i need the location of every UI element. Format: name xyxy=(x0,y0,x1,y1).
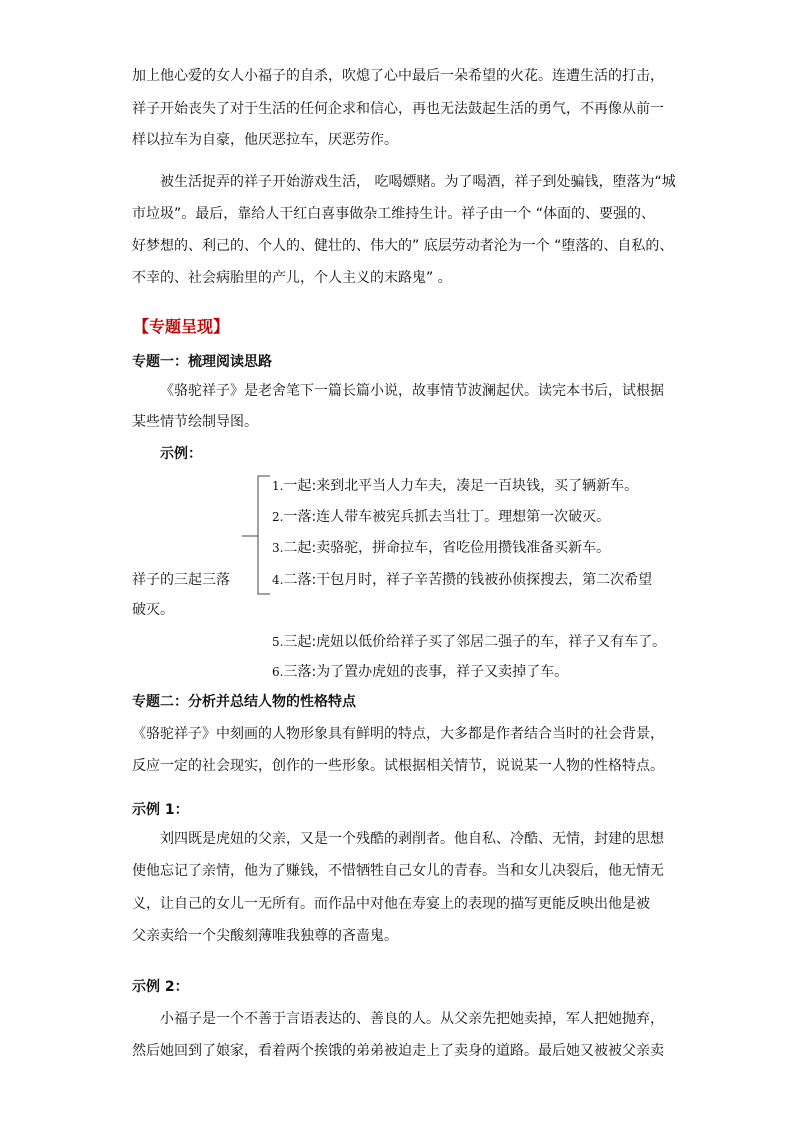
branch-4-text: 二落:干包月时，祥子辛苦攒的钱被孙侦探搜去，第二次希望 xyxy=(283,572,653,588)
intro-p2-line-4: 不幸的、社会病胎里的产儿，个人主义的末路鬼” 。 xyxy=(132,270,452,286)
topic2-body-line-1: 《骆驼祥子》中刻画的人物形象具有鲜明的特点，大多都是作者结合当时的社会背景， xyxy=(132,726,664,742)
topic2-title: 专题二：分析并总结人物的性格特点 xyxy=(132,694,356,710)
branch-1-text: 一起:来到北平当人力车夫，凑足一百块钱，买了辆新车。 xyxy=(283,478,639,494)
branch-2 xyxy=(272,507,610,527)
example1-line-3: 义，让自己的女儿一无所有。而作品中对他在寿宴上的表现的描写更能反映出他是被 xyxy=(132,896,650,912)
branch-6 xyxy=(272,662,568,682)
topic2-body-line-2: 反应一定的社会现实，创作的一些形象。试根据相关情节，说说某一人物的性格特点。 xyxy=(132,758,664,774)
example1-label: 示例 1： xyxy=(132,802,189,818)
intro-p1-line-1: 加上他心爱的女人小福子的自杀，吹熄了心中最后一朵希望的火花。连遭生活的打击， xyxy=(132,68,664,84)
branch-5-text: 三起:虎妞以低价给祥子买了邻居二强子的车，祥子又有车了。 xyxy=(283,634,667,650)
branch-3-num: 3. xyxy=(272,541,284,555)
topic1-title: 专题一：梳理阅读思路 xyxy=(132,354,272,370)
diagram-root-label: 祥子的三起三落 xyxy=(132,572,230,588)
branch-2-num: 2. xyxy=(272,510,284,524)
intro-p1-line-3: 样以拉车为自豪，他厌恶拉车，厌恶劳作。 xyxy=(132,132,398,148)
branch-6-text: 三落:为了置办虎妞的丧事，祥子又卖掉了车。 xyxy=(283,664,569,680)
example1-line-1: 刘四既是虎妞的父亲，又是一个残酷的剥削者。他自私、冷酷、无情，封建的思想 xyxy=(160,831,664,847)
intro-p2-line-1: 被生活捉弄的祥子开始游戏生活， 吃喝嫖赌。为了喝酒，祥子到处骗钱，堕落为“城 xyxy=(160,174,676,190)
intro-p2-line-3: 好梦想的、利己的、个人的、健壮的、伟大的” 底层劳动者沦为一个 “堕落的、自私的、 xyxy=(132,238,674,254)
branch-4 xyxy=(272,570,652,590)
topic1-body-line-2: 某些情节绘制导图。 xyxy=(132,414,258,430)
section-heading: 【专题呈现】 xyxy=(133,317,230,336)
intro-p1-line-2: 祥子开始丧失了对于生活的任何企求和信心，再也无法鼓起生活的勇气，不再像从前一 xyxy=(132,101,664,117)
branch-6-num: 6. xyxy=(272,665,284,679)
example2-label: 示例 2： xyxy=(132,979,189,995)
mind-map-brace xyxy=(236,474,272,598)
branch-2-text: 一落:连人带车被宪兵抓去当壮丁。理想第一次破灭。 xyxy=(283,509,611,525)
branch-1-num: 1. xyxy=(272,479,284,493)
example2-line-2: 然后她回到了娘家，看着两个挨饿的弟弟被迫走上了卖身的道路。最后她又被被父亲卖 xyxy=(132,1043,664,1059)
example2-line-1: 小福子是一个不善于言语表达的、善良的人。从父亲先把她卖掉，军人把她抛弃， xyxy=(160,1011,664,1027)
topic1-example-label: 示例： xyxy=(160,446,202,462)
branch-4-num: 4. xyxy=(272,573,284,587)
example1-line-4: 父亲卖给一个尖酸刻薄唯我独尊的吝啬鬼。 xyxy=(132,928,398,944)
branch-5 xyxy=(272,632,666,652)
branch-3 xyxy=(272,538,610,558)
topic1-body-line-1: 《骆驼祥子》是老舍笔下一篇长篇小说，故事情节波澜起伏。读完本书后，试根据 xyxy=(160,383,664,399)
intro-p2-line-2: 市垃圾”。最后，靠给人干红白喜事做杂工维持生计。祥子由一个 “体面的、要强的、 xyxy=(132,206,655,222)
branch-5-num: 5. xyxy=(272,635,284,649)
branch-3-text: 二起:卖骆驼，拼命拉车，省吃俭用攒钱准备买新车。 xyxy=(283,540,611,556)
example1-line-2: 使他忘记了亲情，他为了赚钱，不惜牺牲自己女儿的青春。当和女儿决裂后，他无情无 xyxy=(132,863,664,879)
branch-1 xyxy=(272,476,638,496)
branch-4-wrap: 破灭。 xyxy=(132,602,174,618)
